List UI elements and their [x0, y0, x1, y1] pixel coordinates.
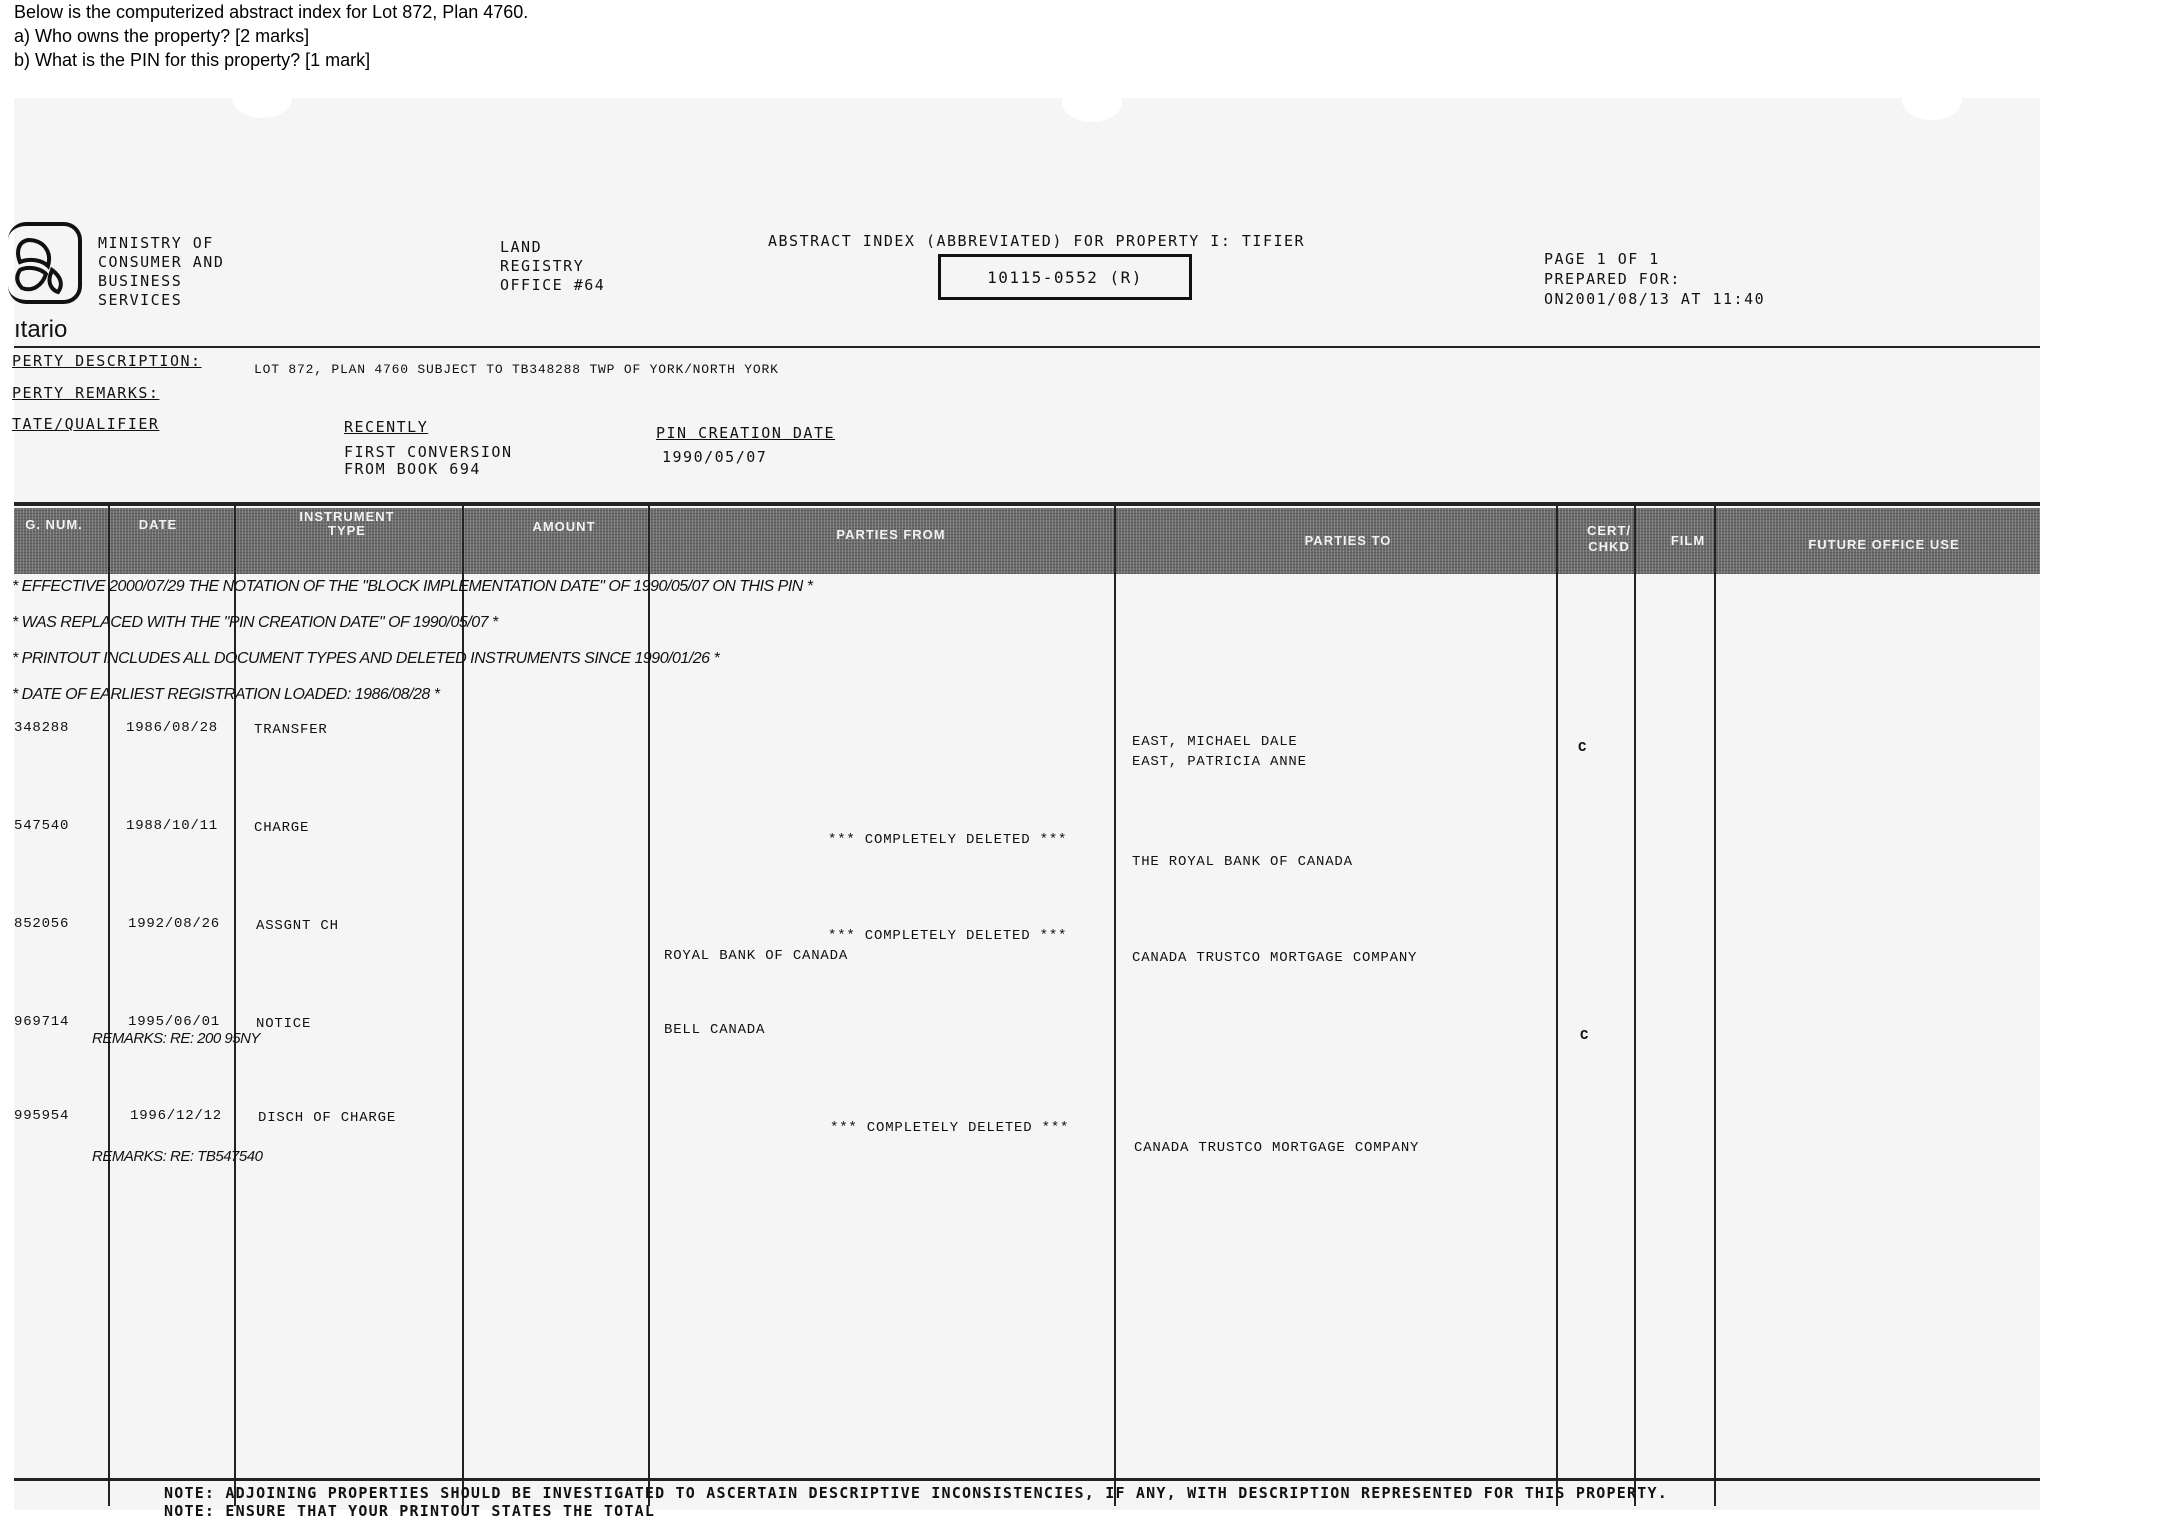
question-part-a: a) Who owns the property? [2 marks] — [14, 26, 310, 46]
row1-cert: C — [1578, 740, 1588, 756]
footer-note-1: NOTE: ADJOINING PROPERTIES SHOULD BE INVESTIGATED TO ASCERTAIN DESCRIPTIVE INCONSISTENCIES, IF ANY, WITH DESCRIPTION REPRESENTED FOR THIS PROPERTY. — [164, 1484, 1668, 1502]
abstract-title: ABSTRACT INDEX (ABBREVIATED) FOR PROPERTY I: TIFIER — [768, 232, 1306, 250]
row4-cert: C — [1580, 1028, 1590, 1044]
col-reg-num: G. NUM. — [25, 517, 83, 532]
prepared-date: ON2001/08/13 AT 11:40 — [1544, 290, 1766, 308]
note-line-1: * EFFECTIVE 2000/07/29 THE NOTATION OF THE "BLOCK IMPLEMENTATION DATE" OF 1990/05/07 ON THIS PIN * — [12, 578, 813, 595]
note-line-3: * PRINTOUT INCLUDES ALL DOCUMENT TYPES AND DELETED INSTRUMENTS SINCE 1990/01/26 * — [12, 650, 720, 667]
row2-date: 1988/10/11 — [126, 818, 219, 834]
row2-type: CHARGE — [254, 820, 310, 836]
note-line-2: * WAS REPLACED WITH THE "PIN CREATION DATE" OF 1990/05/07 * — [12, 614, 498, 631]
table-bottom-rule — [14, 1478, 2040, 1481]
punch-hole — [232, 78, 292, 118]
ministry-line-1: MINISTRY OF — [98, 234, 214, 252]
row4-from: BELL CANADA — [664, 1022, 766, 1038]
row5-type: DISCH OF CHARGE — [258, 1110, 397, 1126]
estate-qualifier-label: TATE/QUALIFIER — [12, 415, 160, 433]
punch-hole — [1062, 82, 1122, 122]
row4-remarks: REMARKS: RE: 200 95NY — [92, 1030, 260, 1047]
col-cert-1: CERT/ — [1587, 523, 1631, 538]
abstract-index-scan — [12, 98, 2040, 1520]
pin-box — [938, 254, 1192, 300]
row2-num: 547540 — [14, 818, 70, 834]
recently-label: RECENTLY — [344, 418, 429, 436]
row4-date: 1995/06/01 — [128, 1014, 221, 1030]
row3-to-1: CANADA TRUSTCO MORTGAGE COMPANY — [1132, 950, 1418, 966]
row5-to-1: CANADA TRUSTCO MORTGAGE COMPANY — [1134, 1140, 1420, 1156]
province-wordmark: ıtario — [14, 316, 68, 343]
office-line-1: LAND — [500, 238, 543, 256]
recently-line-1: FIRST CONVERSION — [344, 443, 513, 461]
office-line-2: REGISTRY — [500, 257, 585, 275]
pin-creation-label: PIN CREATION DATE — [656, 424, 836, 442]
row3-deleted: *** COMPLETELY DELETED *** — [828, 928, 1068, 944]
column-rule — [1114, 506, 1116, 1506]
row1-to-2: EAST, PATRICIA ANNE — [1132, 754, 1307, 770]
footer-note-2: NOTE: ENSURE THAT YOUR PRINTOUT STATES THE TOTAL — [164, 1502, 656, 1520]
row3-from: ROYAL BANK OF CANADA — [664, 948, 849, 964]
prepared-for-label: PREPARED FOR: — [1544, 270, 1681, 288]
row1-type: TRANSFER — [254, 722, 328, 738]
row5-remarks: REMARKS: RE: TB547540 — [92, 1148, 263, 1165]
col-future-office-use: FUTURE OFFICE USE — [1808, 537, 1960, 552]
row5-deleted: *** COMPLETELY DELETED *** — [830, 1120, 1070, 1136]
ministry-line-3: BUSINESS — [98, 272, 183, 290]
col-instrument-type-2: TYPE — [328, 523, 366, 538]
ontario-trillium-logo-icon — [8, 222, 82, 304]
header-rule — [14, 346, 2040, 348]
office-line-3: OFFICE #64 — [500, 276, 606, 294]
row1-num: 348288 — [14, 720, 70, 736]
pin-value: 10115-0552 (R) — [987, 267, 1143, 287]
column-rule — [1714, 506, 1716, 1506]
column-rule — [1634, 506, 1636, 1506]
row4-num: 969714 — [14, 1014, 70, 1030]
row3-type: ASSGNT CH — [256, 918, 339, 934]
col-date: DATE — [138, 517, 178, 532]
column-rule — [1556, 506, 1558, 1506]
question-part-b: b) What is the PIN for this property? [1 mark] — [14, 50, 371, 70]
recently-line-2: FROM BOOK 694 — [344, 460, 481, 478]
page-indicator: PAGE 1 OF 1 — [1544, 250, 1660, 268]
row2-deleted: *** COMPLETELY DELETED *** — [828, 832, 1068, 848]
row1-to-1: EAST, MICHAEL DALE — [1132, 734, 1298, 750]
row3-date: 1992/08/26 — [128, 916, 221, 932]
pin-creation-date: 1990/05/07 — [662, 448, 768, 466]
ministry-line-4: SERVICES — [98, 291, 183, 309]
row2-to-1: THE ROYAL BANK OF CANADA — [1132, 854, 1353, 870]
note-line-4: * DATE OF EARLIEST REGISTRATION LOADED: 1986/08/28 * — [12, 686, 440, 703]
row3-num: 852056 — [14, 916, 70, 932]
table-top-rule — [14, 502, 2040, 506]
question-intro: Below is the computerized abstract index for Lot 872, Plan 4760. — [14, 2, 529, 22]
row4-type: NOTICE — [256, 1016, 312, 1032]
row5-date: 1996/12/12 — [130, 1108, 223, 1124]
punch-hole — [1902, 80, 1962, 120]
col-instrument-type-1: INSTRUMENT — [299, 509, 395, 524]
col-parties-to: PARTIES TO — [1304, 533, 1392, 548]
row5-num: 995954 — [14, 1108, 70, 1124]
property-description-value: LOT 872, PLAN 4760 SUBJECT TO TB348288 TWP OF YORK/NORTH YORK — [254, 362, 779, 377]
property-remarks-label: PERTY REMARKS: — [12, 384, 160, 402]
col-cert-2: CHKD — [1588, 539, 1630, 554]
property-description-label: PERTY DESCRIPTION: — [12, 352, 202, 370]
row1-date: 1986/08/28 — [126, 720, 219, 736]
col-parties-from: PARTIES FROM — [836, 527, 946, 542]
ministry-line-2: CONSUMER AND — [98, 253, 225, 271]
col-film: FILM — [1670, 533, 1706, 548]
col-amount: AMOUNT — [532, 519, 596, 534]
